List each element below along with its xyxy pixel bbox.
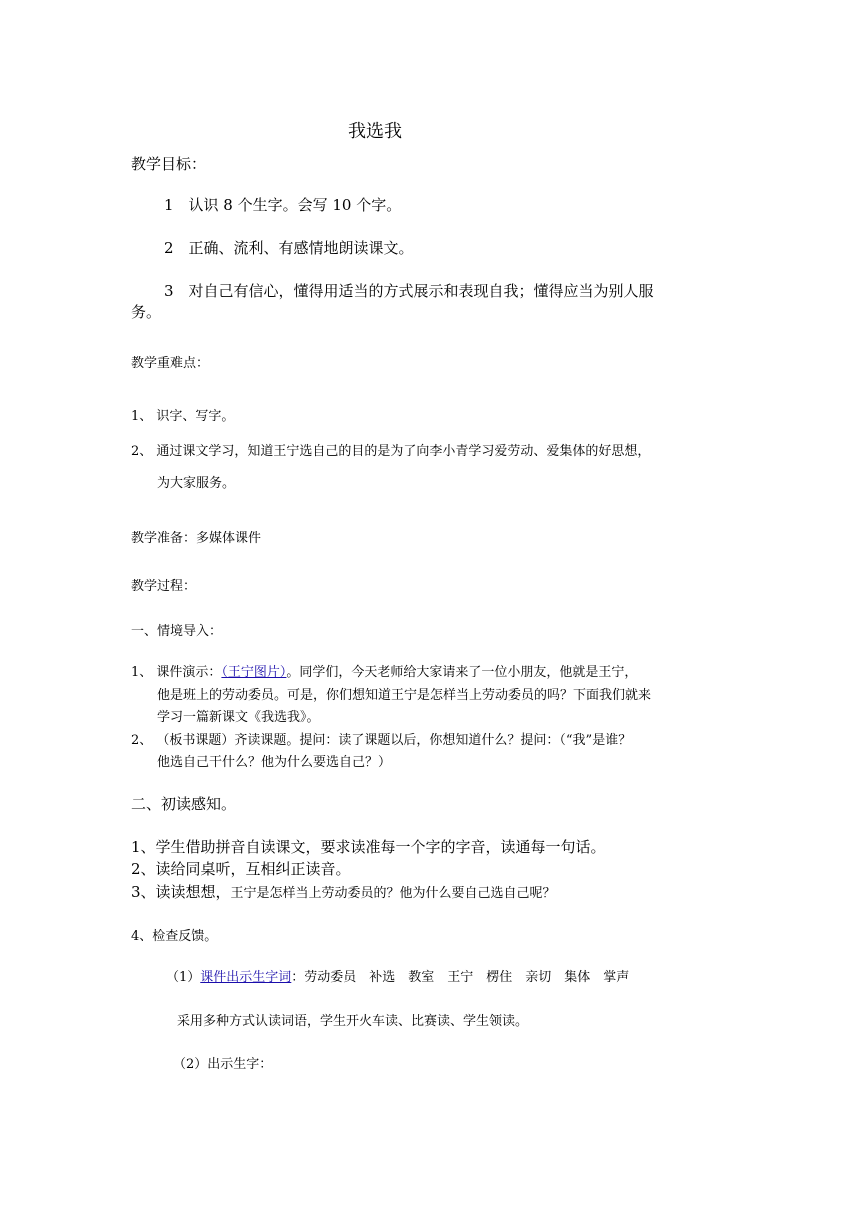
goals-heading: 教学目标：: [131, 155, 207, 173]
section-2-item-2: 2、读给同桌听，互相纠正读音。: [131, 860, 351, 878]
section-2-item-1: 1、学生借助拼音自读课文，要求读准每一个字的字音，读通每一句话。: [131, 838, 606, 856]
sub-item-2: （2）出示生字：: [173, 1057, 273, 1072]
sub-item-1: [166, 966, 629, 985]
wangning-picture-link[interactable]: （王宁图片）: [221, 665, 287, 680]
section-2-item-4: 4、检查反馈。: [131, 929, 218, 944]
section-1-item-1-line-2: 他是班上的劳动委员。可是，你们想知道王宁是怎样当上劳动委员的吗？下面我们就来: [157, 688, 652, 703]
preparation: 教学准备：多媒体课件: [131, 531, 262, 546]
section-2-item-3: [131, 881, 556, 902]
section-2-heading: 二、初读感知。: [131, 795, 237, 813]
vocab-courseware-link[interactable]: 课件出示生字词: [200, 970, 292, 985]
item-1-prefix: 1、 课件演示：: [131, 665, 222, 680]
process-heading: 教学过程：: [131, 579, 197, 594]
section-1-item-1-line-1: [131, 661, 637, 680]
key-point-2-line-2: 为大家服务。: [157, 476, 236, 491]
goal-item-3-line-1: 3 对自己有信心，懂得用适当的方式展示和表现自我；懂得应当为别人服: [164, 282, 654, 300]
section-1-item-2-line-1: 2、 （板书课题）齐读课题。提问：读了课题以后，你想知道什么？提问：（“我”是谁？: [131, 733, 632, 748]
item-1-rest: 。同学们，今天老师给大家请来了一位小朋友，他就是王宁，: [286, 665, 638, 680]
key-point-1: 1、 识字、写字。: [131, 409, 235, 424]
page-title: 我选我: [348, 121, 402, 142]
item-3-prefix: 3、读读想想，: [131, 883, 231, 901]
key-points-heading: 教学重难点：: [131, 356, 210, 371]
goal-item-1: 1 认识 8 个生字。会写 10 个字。: [164, 196, 402, 214]
section-1-heading: 一、情境导入：: [131, 624, 223, 639]
goal-item-2: 2 正确、流利、有感情地朗读课文。: [164, 239, 414, 257]
section-1-item-2-line-2: 他选自己干什么？他为什么要选自己？）: [157, 755, 392, 770]
key-point-2-line-1: 2、 通过课文学习，知道王宁选自己的目的是为了向李小青学习爱劳动、爱集体的好思想，: [131, 444, 651, 459]
sub-item-1-note: 采用多种方式认读词语，学生开火车读、比赛读、学生领读。: [177, 1014, 529, 1029]
sub-item-1-prefix: （1）: [166, 970, 201, 985]
item-3-rest: 王宁是怎样当上劳动委员的？他为什么要自己选自己呢？: [230, 886, 556, 901]
sub-item-1-words: ：劳动委员 补选 教室 王宁 楞住 亲切 集体 掌声: [291, 970, 630, 985]
goal-item-3-line-2: 务。: [131, 303, 162, 321]
section-1-item-1-line-3: 学习一篇新课文《我选我》。: [157, 710, 320, 725]
